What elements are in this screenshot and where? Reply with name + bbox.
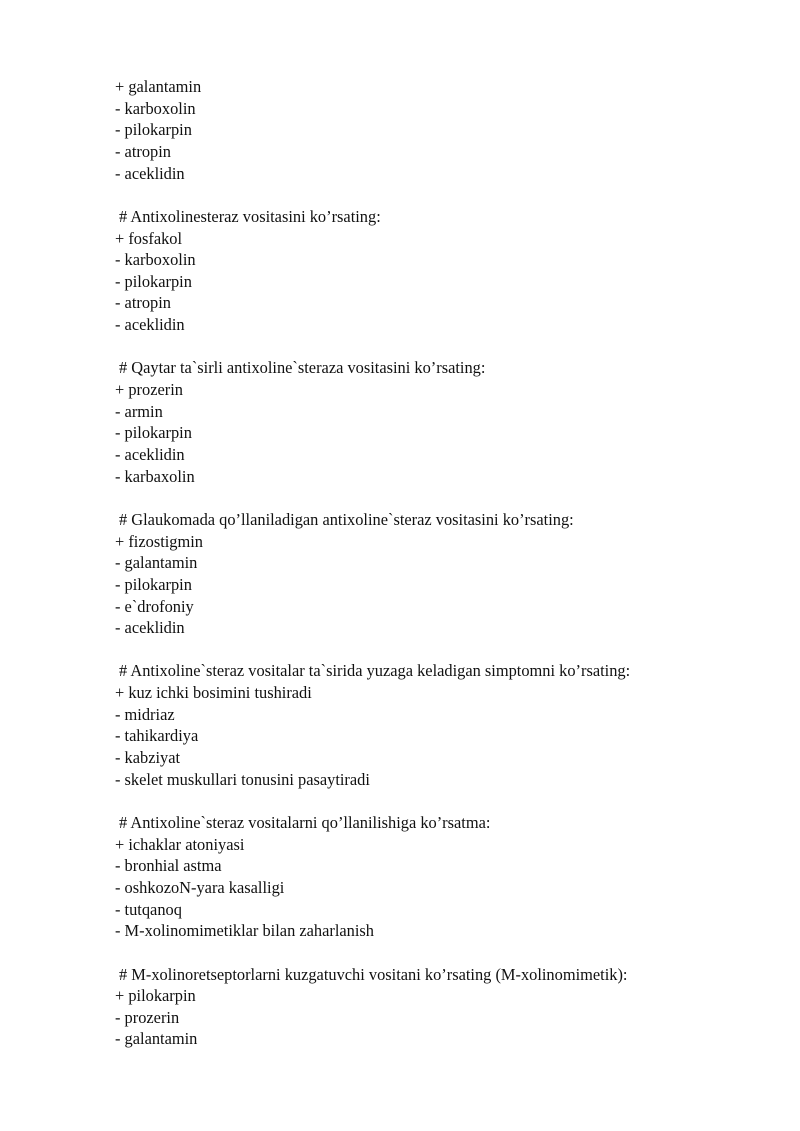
option: - karboxolin [115,98,196,118]
question-text: # Qaytar ta`sirli antixoline`steraza vositasini ko’rsating: [119,358,486,378]
option: - midriaz [115,704,175,724]
option: - skelet muskullari tonusini pasaytiradi [115,769,370,789]
document-page [115,76,755,1050]
option-correct: + fizostigmin [115,531,204,551]
spacer [115,790,755,812]
option: - atropin [115,141,171,161]
option-correct: + ichaklar atoniyasi [115,834,245,854]
question-text: # Antixoline`steraz vositalar ta`sirida yuzaga keladigan simptomni ko’rsating: [119,661,631,681]
option: - aceklidin [115,163,185,183]
question-text: # M-xolinoretseptorlarni kuzgatuvchi vositani ko’rsating (M-xolinomimetik): [119,964,628,984]
spacer [115,487,755,509]
question-text: # Antixoline`steraz vositalarni qo’llanilishiga ko’rsatma: [119,813,491,833]
question-block-2 [115,357,755,487]
option: - pilokarpin [115,271,192,291]
option: - aceklidin [115,315,185,335]
question-text: # Glaukomada qo’llaniladigan antixoline`steraz vositasini ko’rsating: [119,509,574,529]
option: - aceklidin [115,618,185,638]
option: - prozerin [115,1007,180,1027]
option: - M-xolinomimetiklar bilan zaharlanish [115,921,374,941]
option: - oshkozoN-yara kasalligi [115,877,285,897]
option: - kabziyat [115,748,181,768]
option: - atropin [115,293,171,313]
option: - galantamin [115,1029,198,1049]
question-block-6 [115,964,755,1051]
option: - galantamin [115,553,198,573]
spacer [115,639,755,661]
option: - tahikardiya [115,726,199,746]
question-block-1 [115,206,755,336]
option-correct: + prozerin [115,380,183,400]
option: - pilokarpin [115,120,192,140]
option: - armin [115,401,163,421]
option: - aceklidin [115,444,185,464]
option: - karbaxolin [115,466,195,486]
spacer [115,184,755,206]
option: - pilokarpin [115,574,192,594]
question-block-5 [115,812,755,942]
question-text: # Antixolinesteraz vositasini ko’rsating: [119,206,381,226]
option-correct: + galantamin [115,77,202,96]
option-correct: + pilokarpin [115,986,196,1006]
option-correct: + kuz ichki bosimini tushiradi [115,683,312,703]
option: - bronhial astma [115,856,222,876]
option: - karboxolin [115,250,196,270]
options-block-0 [115,76,755,184]
question-block-4 [115,660,755,790]
spacer [115,942,755,964]
option: - tutqanoq [115,899,182,919]
option-correct: + fosfakol [115,228,183,248]
option: - pilokarpin [115,423,192,443]
spacer [115,336,755,358]
option: - e`drofoniy [115,596,194,616]
question-block-3 [115,509,755,639]
